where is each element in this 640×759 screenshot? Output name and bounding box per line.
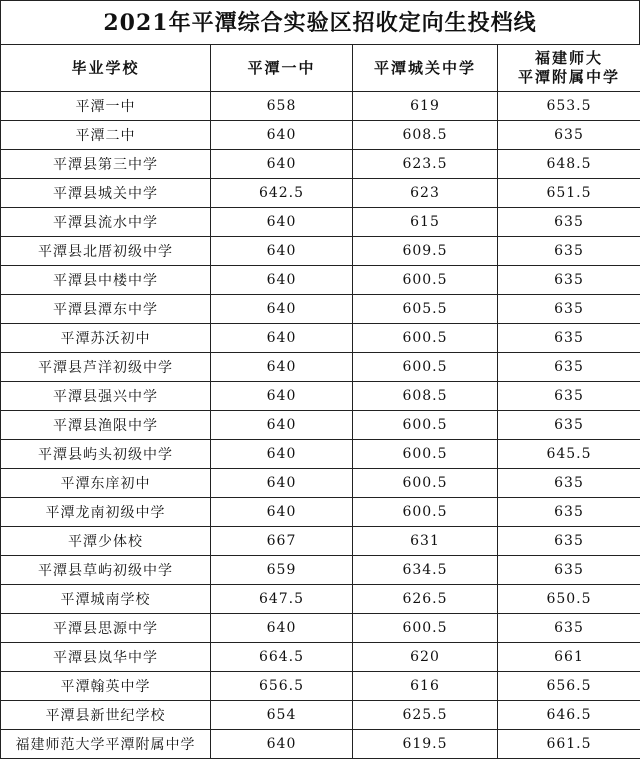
score-pingtan-chengguan-cell: 600.5 xyxy=(353,614,498,643)
score-fujian-normal-cell: 635 xyxy=(498,411,640,440)
score-pingtan-no1-cell: 640 xyxy=(211,440,353,469)
table-row xyxy=(1,208,640,237)
score-fujian-normal-cell: 635 xyxy=(498,469,640,498)
score-fujian-normal-cell: 650.5 xyxy=(498,585,640,614)
school-name-cell: 平潭县草屿初级中学 xyxy=(1,556,211,585)
header-graduating-school: 毕业学校 xyxy=(1,45,211,92)
score-pingtan-no1-cell: 640 xyxy=(211,150,353,179)
score-fujian-normal-cell: 661.5 xyxy=(498,730,640,759)
table-row xyxy=(1,150,640,179)
school-name-cell: 平潭苏沃初中 xyxy=(1,324,211,353)
score-pingtan-chengguan-cell: 634.5 xyxy=(353,556,498,585)
header-line-1: 福建师大 xyxy=(534,49,603,67)
score-pingtan-no1-cell: 640 xyxy=(211,353,353,382)
school-name-cell: 福建师范大学平潭附属中学 xyxy=(1,730,211,759)
score-pingtan-no1-cell: 640 xyxy=(211,730,353,759)
school-name-cell: 平潭东庠初中 xyxy=(1,469,211,498)
table-row xyxy=(1,121,640,150)
score-pingtan-chengguan-cell: 616 xyxy=(353,672,498,701)
score-pingtan-chengguan-cell: 600.5 xyxy=(353,411,498,440)
table-row xyxy=(1,92,640,121)
score-fujian-normal-cell: 646.5 xyxy=(498,701,640,730)
score-pingtan-no1-cell: 640 xyxy=(211,266,353,295)
score-pingtan-no1-cell: 640 xyxy=(211,382,353,411)
score-pingtan-chengguan-cell: 619.5 xyxy=(353,730,498,759)
score-pingtan-no1-cell: 640 xyxy=(211,498,353,527)
score-pingtan-no1-cell: 667 xyxy=(211,527,353,556)
score-pingtan-no1-cell: 640 xyxy=(211,469,353,498)
score-pingtan-chengguan-cell: 626.5 xyxy=(353,585,498,614)
table-row xyxy=(1,266,640,295)
table-header-row xyxy=(1,45,640,92)
school-name-cell: 平潭少体校 xyxy=(1,527,211,556)
score-fujian-normal-cell: 635 xyxy=(498,295,640,324)
score-fujian-normal-cell: 635 xyxy=(498,208,640,237)
score-fujian-normal-cell: 635 xyxy=(498,121,640,150)
score-pingtan-chengguan-cell: 619 xyxy=(353,92,498,121)
school-name-cell: 平潭城南学校 xyxy=(1,585,211,614)
table-row xyxy=(1,701,640,730)
table-row xyxy=(1,556,640,585)
score-pingtan-no1-cell: 640 xyxy=(211,237,353,266)
school-name-cell: 平潭县潭东中学 xyxy=(1,295,211,324)
school-name-cell: 平潭县流水中学 xyxy=(1,208,211,237)
score-fujian-normal-cell: 645.5 xyxy=(498,440,640,469)
score-pingtan-no1-cell: 640 xyxy=(211,614,353,643)
score-pingtan-chengguan-cell: 600.5 xyxy=(353,353,498,382)
score-pingtan-chengguan-cell: 600.5 xyxy=(353,498,498,527)
score-pingtan-no1-cell: 658 xyxy=(211,92,353,121)
school-name-cell: 平潭县新世纪学校 xyxy=(1,701,211,730)
score-fujian-normal-cell: 635 xyxy=(498,353,640,382)
score-pingtan-no1-cell: 656.5 xyxy=(211,672,353,701)
score-pingtan-chengguan-cell: 600.5 xyxy=(353,469,498,498)
table-row xyxy=(1,672,640,701)
school-name-cell: 平潭县中楼中学 xyxy=(1,266,211,295)
table-row xyxy=(1,440,640,469)
score-pingtan-no1-cell: 640 xyxy=(211,324,353,353)
school-name-cell: 平潭县思源中学 xyxy=(1,614,211,643)
score-pingtan-chengguan-cell: 620 xyxy=(353,643,498,672)
score-fujian-normal-cell: 651.5 xyxy=(498,179,640,208)
score-pingtan-no1-cell: 642.5 xyxy=(211,179,353,208)
score-pingtan-no1-cell: 659 xyxy=(211,556,353,585)
table-row xyxy=(1,411,640,440)
school-name-cell: 平潭翰英中学 xyxy=(1,672,211,701)
table-row xyxy=(1,179,640,208)
score-pingtan-no1-cell: 654 xyxy=(211,701,353,730)
table-row xyxy=(1,730,640,759)
table-row xyxy=(1,382,640,411)
table-row xyxy=(1,643,640,672)
score-pingtan-no1-cell: 664.5 xyxy=(211,643,353,672)
school-name-cell: 平潭县芦洋初级中学 xyxy=(1,353,211,382)
score-pingtan-chengguan-cell: 609.5 xyxy=(353,237,498,266)
score-fujian-normal-cell: 648.5 xyxy=(498,150,640,179)
school-name-cell: 平潭龙南初级中学 xyxy=(1,498,211,527)
school-name-cell: 平潭一中 xyxy=(1,92,211,121)
table-row xyxy=(1,353,640,382)
score-pingtan-chengguan-cell: 615 xyxy=(353,208,498,237)
score-pingtan-chengguan-cell: 623 xyxy=(353,179,498,208)
score-fujian-normal-cell: 635 xyxy=(498,324,640,353)
school-name-cell: 平潭县城关中学 xyxy=(1,179,211,208)
score-pingtan-no1-cell: 640 xyxy=(211,411,353,440)
score-fujian-normal-cell: 661 xyxy=(498,643,640,672)
table-row xyxy=(1,237,640,266)
table-row xyxy=(1,614,640,643)
score-pingtan-no1-cell: 640 xyxy=(211,121,353,150)
page-title: 2021年平潭综合实验区招收定向生投档线 xyxy=(0,0,640,44)
school-name-cell: 平潭县强兴中学 xyxy=(1,382,211,411)
score-pingtan-chengguan-cell: 625.5 xyxy=(353,701,498,730)
score-fujian-normal-cell: 635 xyxy=(498,498,640,527)
school-name-cell: 平潭县第三中学 xyxy=(1,150,211,179)
table-row xyxy=(1,498,640,527)
score-pingtan-chengguan-cell: 608.5 xyxy=(353,382,498,411)
header-fujian-normal-affiliated xyxy=(498,45,640,92)
header-pingtan-chengguan: 平潭城关中学 xyxy=(353,45,498,92)
score-pingtan-chengguan-cell: 608.5 xyxy=(353,121,498,150)
score-pingtan-no1-cell: 640 xyxy=(211,208,353,237)
score-fujian-normal-cell: 635 xyxy=(498,614,640,643)
score-fujian-normal-cell: 635 xyxy=(498,382,640,411)
score-fujian-normal-cell: 653.5 xyxy=(498,92,640,121)
header-line-2: 平潭附属中学 xyxy=(517,68,620,86)
school-name-cell: 平潭县北厝初级中学 xyxy=(1,237,211,266)
table-row xyxy=(1,324,640,353)
table-row xyxy=(1,295,640,324)
school-name-cell: 平潭县岚华中学 xyxy=(1,643,211,672)
table-row xyxy=(1,585,640,614)
score-pingtan-chengguan-cell: 600.5 xyxy=(353,324,498,353)
score-pingtan-chengguan-cell: 623.5 xyxy=(353,150,498,179)
table-row xyxy=(1,469,640,498)
school-name-cell: 平潭二中 xyxy=(1,121,211,150)
score-fujian-normal-cell: 635 xyxy=(498,527,640,556)
score-pingtan-chengguan-cell: 600.5 xyxy=(353,266,498,295)
header-pingtan-no1: 平潭一中 xyxy=(211,45,353,92)
score-pingtan-chengguan-cell: 631 xyxy=(353,527,498,556)
score-pingtan-no1-cell: 640 xyxy=(211,295,353,324)
score-fujian-normal-cell: 656.5 xyxy=(498,672,640,701)
admission-score-table xyxy=(0,44,640,759)
score-pingtan-no1-cell: 647.5 xyxy=(211,585,353,614)
table-body xyxy=(1,92,640,759)
score-fujian-normal-cell: 635 xyxy=(498,556,640,585)
score-pingtan-chengguan-cell: 605.5 xyxy=(353,295,498,324)
school-name-cell: 平潭县渔限中学 xyxy=(1,411,211,440)
score-pingtan-chengguan-cell: 600.5 xyxy=(353,440,498,469)
score-fujian-normal-cell: 635 xyxy=(498,266,640,295)
table-row xyxy=(1,527,640,556)
score-fujian-normal-cell: 635 xyxy=(498,237,640,266)
school-name-cell: 平潭县屿头初级中学 xyxy=(1,440,211,469)
